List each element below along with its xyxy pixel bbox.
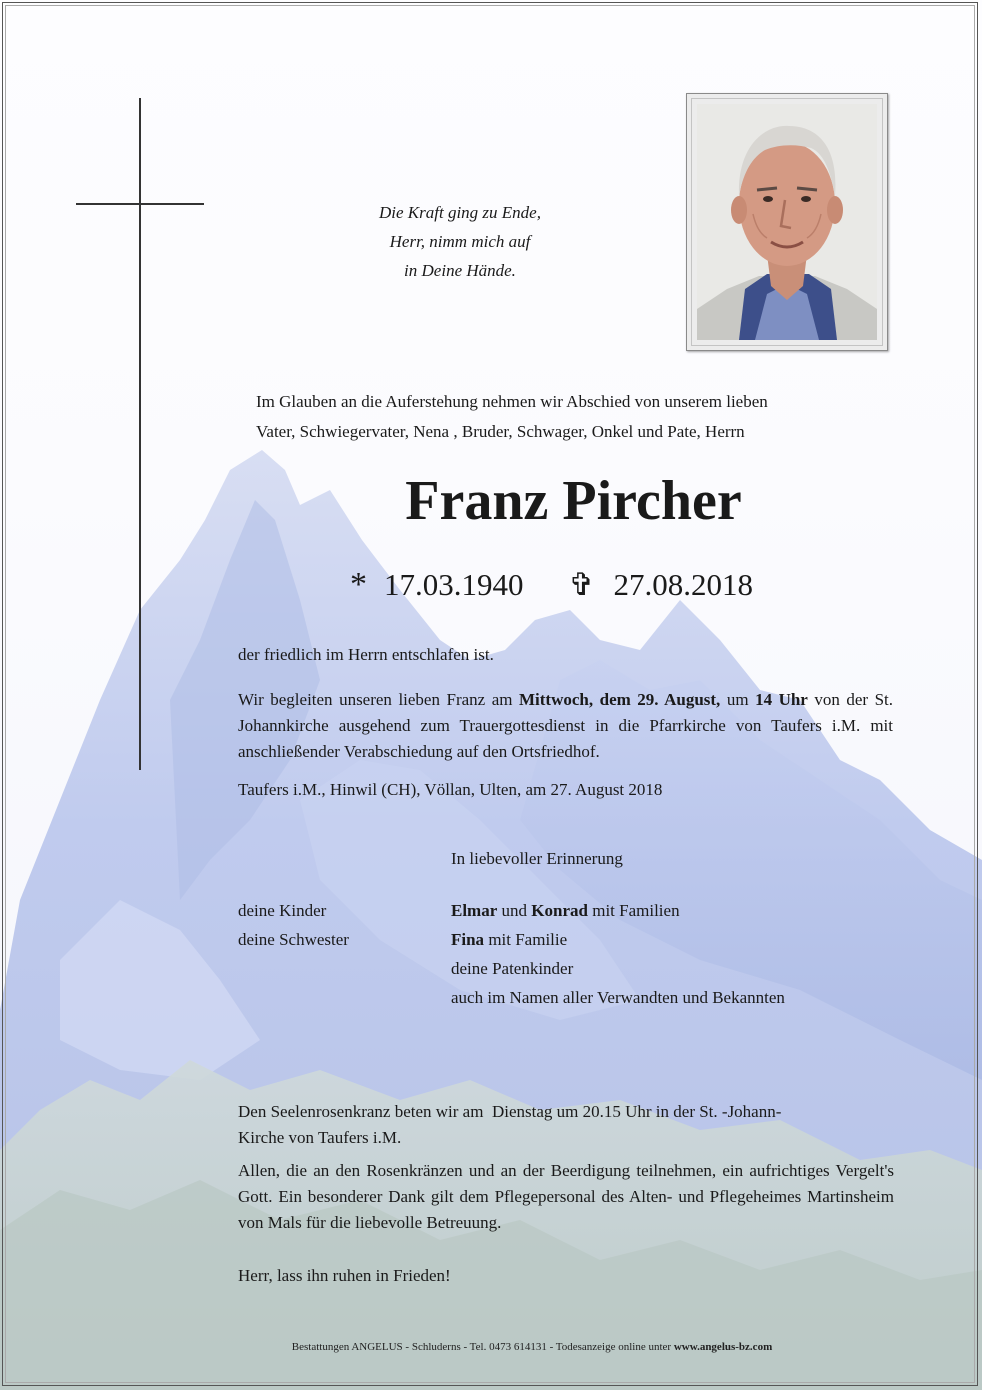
motto-line: Die Kraft ging zu Ende,	[379, 203, 541, 222]
family-row	[238, 925, 898, 954]
portrait-photo-drawing	[697, 104, 877, 340]
life-dates	[350, 559, 820, 608]
rosary-paragraph	[238, 1099, 893, 1151]
rosary-line: Kirche von Taufers i.M.	[238, 1128, 402, 1147]
portrait-photo	[697, 104, 877, 340]
motto-verse	[300, 198, 620, 285]
family-connector: mit Familien	[587, 901, 680, 920]
funeral-day: Mittwoch, dem 29. August,	[518, 690, 721, 709]
family-connector: und	[497, 901, 532, 920]
family-relation: deine Schwester	[238, 930, 349, 949]
deceased-name: Franz Pircher	[405, 470, 742, 532]
family-row	[238, 983, 898, 1012]
place-and-date: Taufers i.M., Hinwil (CH), Völlan, Ulten, am 27. August 2018	[238, 780, 663, 799]
footer-text: Bestattungen ANGELUS - Schluderns - Tel. 0473 614131 - Todesanzeige online unter	[291, 1341, 674, 1353]
family-connector: mit Familie	[484, 930, 568, 949]
memory-heading: In liebevoller Erinnerung	[451, 849, 623, 868]
family-row	[238, 954, 898, 983]
footer-imprint	[0, 1340, 982, 1354]
family-relation: deine Kinder	[238, 901, 327, 920]
family-names	[451, 925, 567, 954]
birth-star-icon: *	[350, 565, 367, 603]
family-name: Fina	[451, 930, 485, 949]
cross-vertical-bar	[139, 98, 141, 770]
family-names: auch im Namen aller Verwandten und Bekannten	[451, 988, 785, 1007]
thanks-paragraph: Allen, die an den Rosenkränzen und an der Beerdigung teilnehmen, ein aufrichtiges Vergelt's Gott. Ein besonderer Dank gilt dem Pflegepersonal des Alten- und Pflegeheimes Martinsheim von Mals für die liebevolle Betreuung.	[238, 1161, 894, 1232]
family-name: Elmar	[451, 901, 498, 920]
funeral-time: 14 Uhr	[755, 690, 808, 709]
funeral-text: von der St. Johannkirche ausgehend zum Trauergottesdienst in die Pfarrkirche von Taufers i.M. mit anschließender Verabschiedung auf den Ortsfriedhof.	[238, 690, 894, 761]
passed-away-text: der friedlich im Herrn entschlafen ist.	[238, 645, 494, 664]
family-names: deine Patenkinder	[451, 959, 574, 978]
rosary-line: Den Seelenrosenkranz beten wir am Dienstag um 20.15 Uhr in der St. -Johann-	[238, 1102, 782, 1121]
footer-website-link[interactable]: www.angelus-bz.com	[673, 1341, 773, 1353]
death-date: 27.08.2018	[613, 566, 753, 602]
closing-prayer: Herr, lass ihn ruhen in Frieden!	[238, 1266, 451, 1285]
motto-line: Herr, nimm mich auf	[389, 232, 531, 251]
family-list	[238, 896, 898, 1012]
family-name: Konrad	[531, 901, 588, 920]
intro-text	[256, 387, 886, 447]
intro-line: Vater, Schwiegervater, Nena , Bruder, Schwager, Onkel und Pate, Herrn	[256, 422, 745, 441]
funeral-text: Wir begleiten unseren lieben Franz am	[238, 690, 519, 709]
motto-line: in Deine Hände.	[404, 261, 516, 280]
cross-horizontal-bar	[76, 203, 204, 205]
death-cross-icon: ✞	[568, 566, 595, 602]
funeral-paragraph	[238, 687, 893, 765]
birth-date: 17.03.1940	[384, 566, 524, 602]
family-row	[238, 896, 898, 925]
funeral-text: um	[720, 690, 756, 709]
family-names	[451, 896, 680, 925]
intro-line: Im Glauben an die Auferstehung nehmen wir Abschied von unserem lieben	[256, 392, 768, 411]
